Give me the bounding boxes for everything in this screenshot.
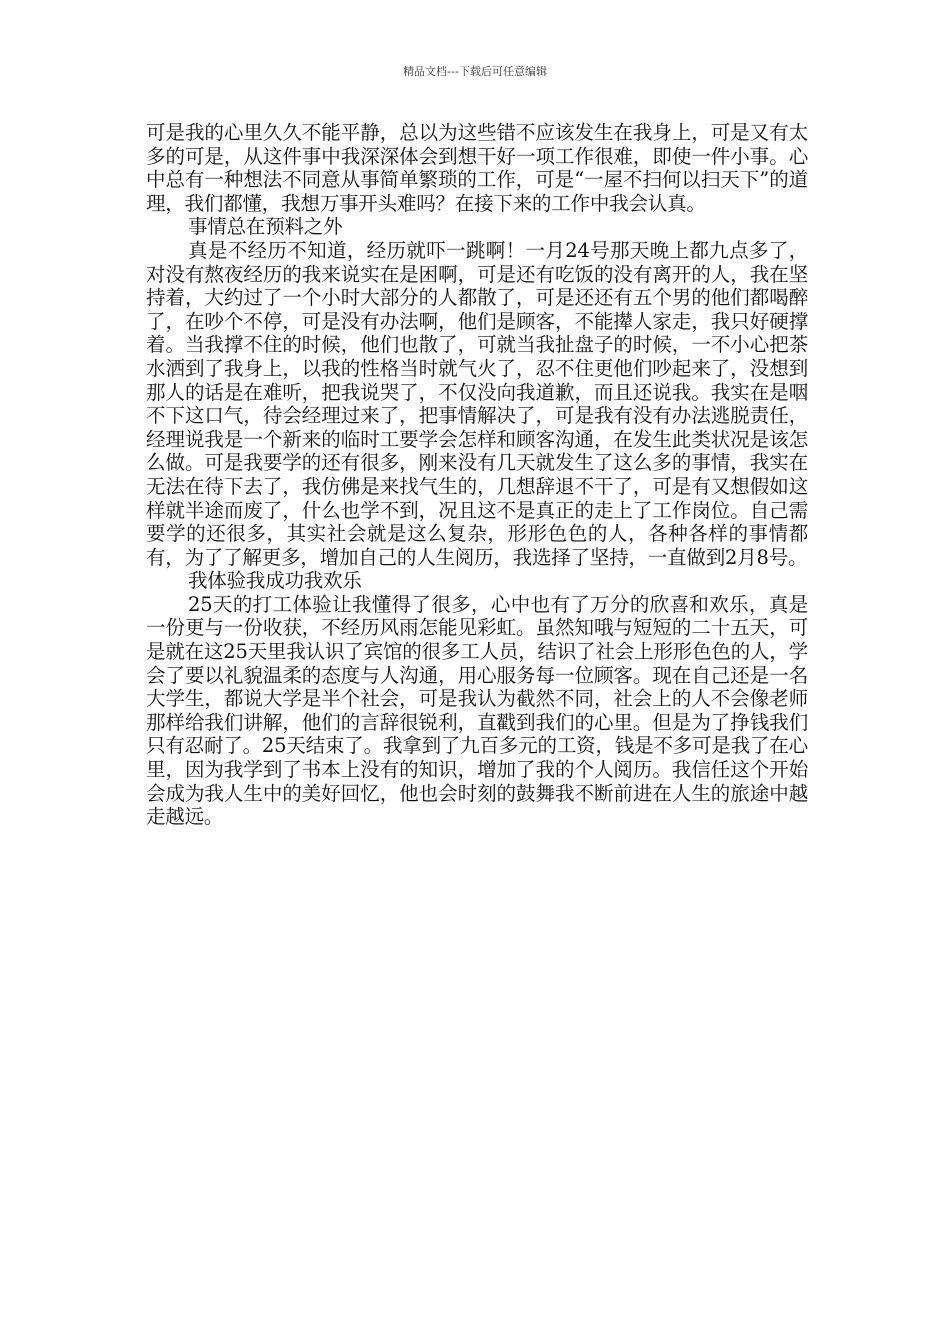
paragraph-success: 25天的打工体验让我懂得了很多，心中也有了万分的欣喜和欢乐，真是一份更与一份收获，不经历风雨怎能见彩虹。虽然知哦与短短的二十五天，可是就在这25天里我认识了宾馆的很多工人员，结识了社会上形形色色的人，学会了要以礼貌温柔的态度与人沟通，用心服务每一位顾客。现在自己还是一名大学生，都说大学是半个社会，可是我认为截然不同，社会上的人不会像老师那样给我们讲解，他们的言辞很锐利，直戳到我们的心里。但是为了挣钱我们只有忍耐了。25天结束了。我拿到了九百多元的工资，钱是不多可是我了在心里，因为我学到了书本上没有的知识，增加了我的个人阅历。我信任这个开始会成为我人生中的美好回忆，他也会时刻的鼓舞我不断前进在人生的旅途中越走越远。 bbox=[146, 592, 808, 829]
section-heading-unexpected: 事情总在预料之外 bbox=[188, 215, 343, 239]
page-header: 精品文档---下载后可任意编辑 bbox=[403, 65, 547, 78]
section-heading-success: 我体验我成功我欢乐 bbox=[188, 569, 362, 593]
paragraph-unexpected: 真是不经历不知道，经历就吓一跳啊！一月24号那天晚上都九点多了，对没有熬夜经历的我来说实在是困啊，可是还有吃饭的没有离开的人，我在坚持着，大约过了一个小时大部分的人都散了，可是还还有五个男的他们都喝醉了，在吵个不停，可是没有办法啊，他们是顾客，不能撵人家走，我只好硬撑着。当我撑不住的时候，他们也散了，可就当我扯盘子的时候，一不小心把茶水洒到了我身上，以我的性格当时就气火了，忍不住更他们吵起来了，没想到那人的话是在难听，把我说哭了，不仅没向我道歉，而且还说我。我实在是咽不下这口气，待会经理过来了，把事情解决了，可是我有没有办法逃脱责任，经理说我是一个新来的临时工要学会怎样和顾客沟通，在发生此类状况是该怎么做。可是我要学的还有很多，刚来没有几天就发生了这么多的事情，我实在无法在待下去了，我仿佛是来找气生的，几想辞退不干了，可是有又想假如这样就半途而废了，什么也学不到，况且这不是真正的走上了工作岗位。自己需要学的还很多，其实社会就是这么复杂，形形色色的人，各种各样的事情都有，为了了解更多，增加自己的人生阅历，我选择了坚持，一直做到2月8号。 bbox=[146, 238, 808, 569]
paragraph-intro: 可是我的心里久久不能平静，总以为这些错不应该发生在我身上，可是又有太多的可是，从这件事中我深深体会到想干好一项工作很难，即使一件小事。心中总有一种想法不同意从事简单繁琐的工作，可是“一屋不扫何以扫天下”的道理，我们都懂，我想万事开头难吗？在接下来的工作中我会认真。 bbox=[146, 121, 808, 215]
document-body bbox=[146, 121, 808, 829]
